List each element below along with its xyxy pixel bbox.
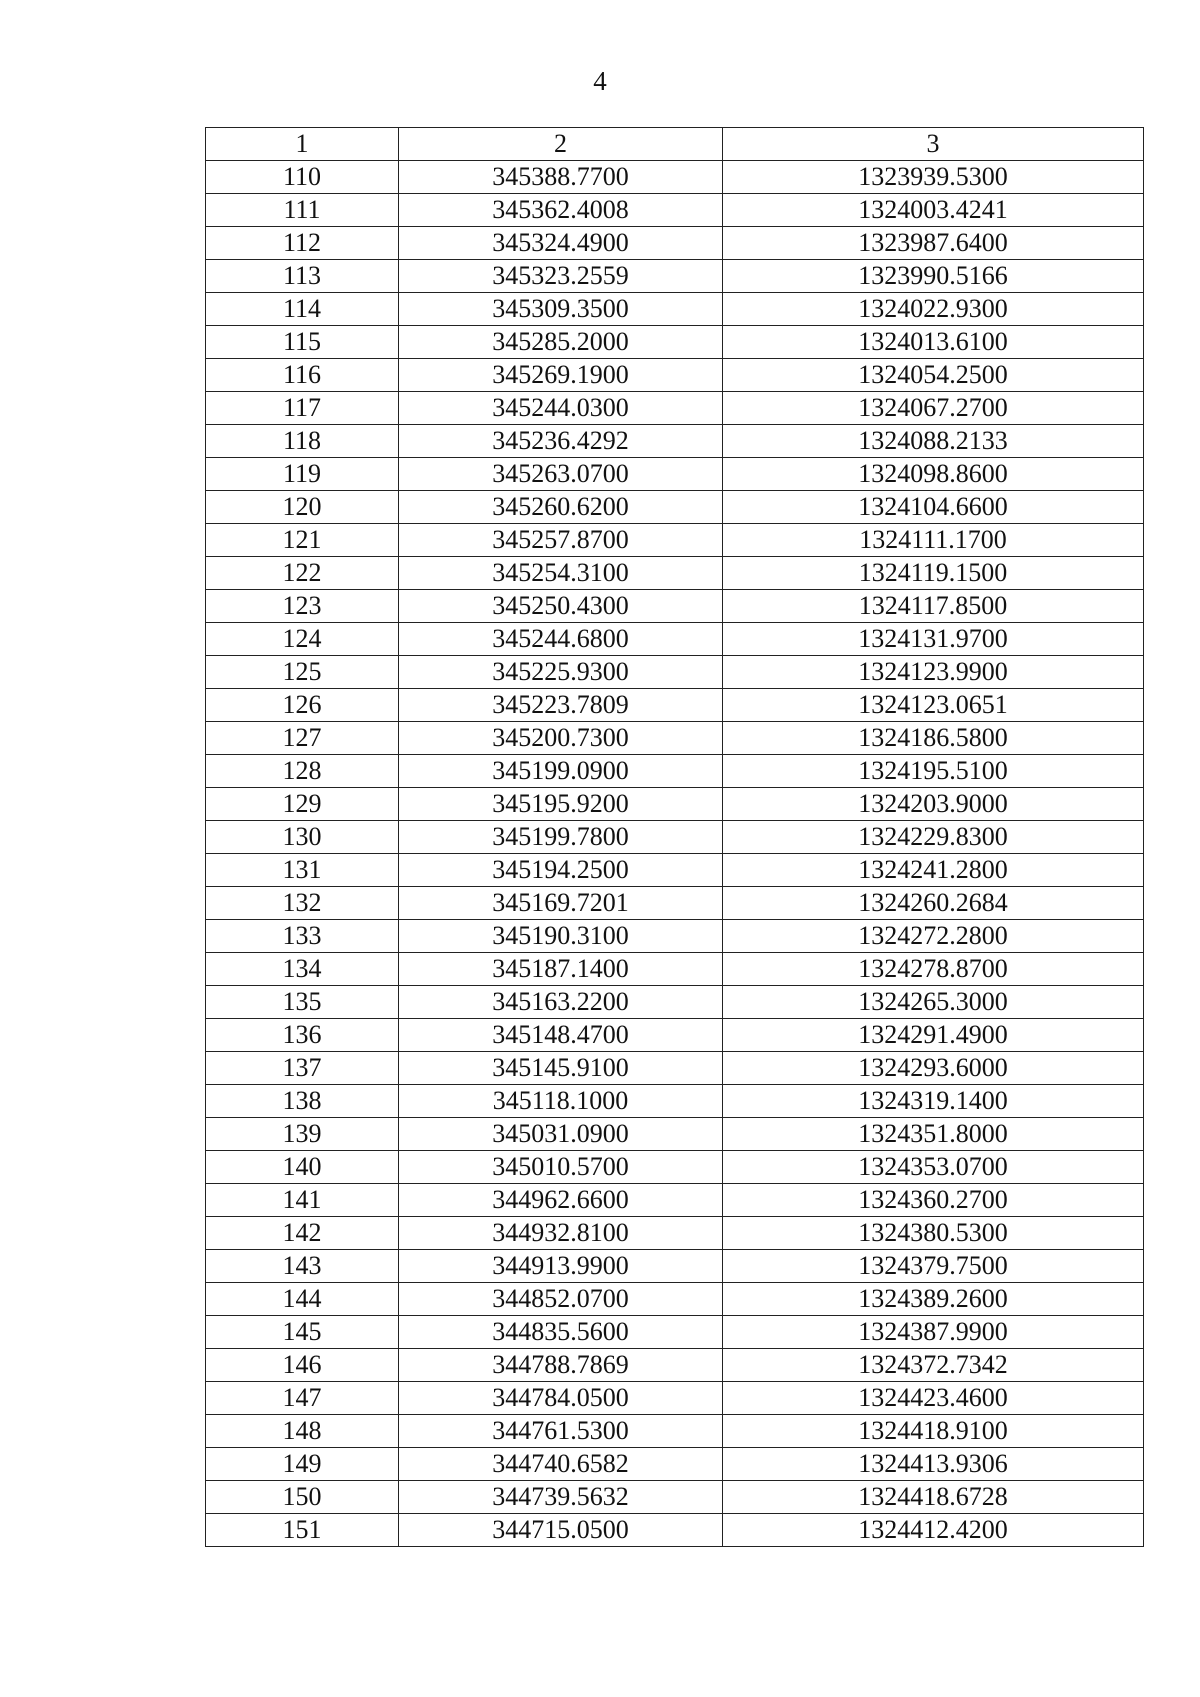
coordinate-x-cell: 345187.1400	[399, 953, 723, 986]
coordinate-y-cell: 1324265.3000	[723, 986, 1144, 1019]
coordinate-y-cell: 1324291.4900	[723, 1019, 1144, 1052]
point-number-cell: 123	[206, 590, 399, 623]
coordinate-y-cell: 1324272.2800	[723, 920, 1144, 953]
point-number-cell: 119	[206, 458, 399, 491]
point-number-cell: 134	[206, 953, 399, 986]
point-number-cell: 114	[206, 293, 399, 326]
coordinate-x-cell: 344715.0500	[399, 1514, 723, 1547]
coordinate-x-cell: 345194.2500	[399, 854, 723, 887]
column-header-3: 3	[723, 128, 1144, 161]
coordinate-y-cell: 1324098.8600	[723, 458, 1144, 491]
point-number-cell: 115	[206, 326, 399, 359]
coordinate-y-cell: 1324387.9900	[723, 1316, 1144, 1349]
coordinate-x-cell: 344932.8100	[399, 1217, 723, 1250]
coordinate-y-cell: 1324195.5100	[723, 755, 1144, 788]
coordinate-y-cell: 1324111.1700	[723, 524, 1144, 557]
table-row	[206, 1085, 1144, 1118]
table-row	[206, 524, 1144, 557]
table-header-row	[206, 128, 1144, 161]
point-number-cell: 116	[206, 359, 399, 392]
coordinate-x-cell: 345225.9300	[399, 656, 723, 689]
point-number-cell: 145	[206, 1316, 399, 1349]
coordinate-y-cell: 1324241.2800	[723, 854, 1144, 887]
table-row	[206, 392, 1144, 425]
point-number-cell: 130	[206, 821, 399, 854]
coordinates-table	[205, 127, 1144, 1547]
coordinate-x-cell: 345199.7800	[399, 821, 723, 854]
coordinate-y-cell: 1324003.4241	[723, 194, 1144, 227]
coordinate-y-cell: 1324022.9300	[723, 293, 1144, 326]
table-row	[206, 788, 1144, 821]
table-row	[206, 293, 1144, 326]
table-row	[206, 1217, 1144, 1250]
table-row	[206, 425, 1144, 458]
coordinate-y-cell: 1324418.9100	[723, 1415, 1144, 1448]
point-number-cell: 135	[206, 986, 399, 1019]
point-number-cell: 132	[206, 887, 399, 920]
coordinate-x-cell: 345285.2000	[399, 326, 723, 359]
table-row	[206, 1349, 1144, 1382]
page-number: 4	[593, 66, 607, 96]
table-row	[206, 458, 1144, 491]
coordinate-y-cell: 1324412.4200	[723, 1514, 1144, 1547]
coordinate-y-cell: 1324379.7500	[723, 1250, 1144, 1283]
coordinate-y-cell: 1324067.2700	[723, 392, 1144, 425]
table-row	[206, 1415, 1144, 1448]
coordinate-y-cell: 1324360.2700	[723, 1184, 1144, 1217]
table-row	[206, 359, 1144, 392]
table-row	[206, 491, 1144, 524]
point-number-cell: 112	[206, 227, 399, 260]
point-number-cell: 150	[206, 1481, 399, 1514]
point-number-cell: 144	[206, 1283, 399, 1316]
coordinate-y-cell: 1324353.0700	[723, 1151, 1144, 1184]
table-row	[206, 1250, 1144, 1283]
point-number-cell: 120	[206, 491, 399, 524]
coordinate-x-cell: 345257.8700	[399, 524, 723, 557]
coordinate-x-cell: 345236.4292	[399, 425, 723, 458]
table-row	[206, 1514, 1144, 1547]
coordinate-y-cell: 1324351.8000	[723, 1118, 1144, 1151]
table-row	[206, 1052, 1144, 1085]
coordinate-y-cell: 1324372.7342	[723, 1349, 1144, 1382]
coordinate-y-cell: 1324117.8500	[723, 590, 1144, 623]
coordinate-x-cell: 345163.2200	[399, 986, 723, 1019]
coordinate-x-cell: 345244.6800	[399, 623, 723, 656]
point-number-cell: 118	[206, 425, 399, 458]
coordinate-y-cell: 1324293.6000	[723, 1052, 1144, 1085]
point-number-cell: 136	[206, 1019, 399, 1052]
point-number-cell: 128	[206, 755, 399, 788]
coordinate-x-cell: 344835.5600	[399, 1316, 723, 1349]
coordinate-x-cell: 344761.5300	[399, 1415, 723, 1448]
point-number-cell: 138	[206, 1085, 399, 1118]
table-row	[206, 854, 1144, 887]
table-row	[206, 1283, 1144, 1316]
coordinate-y-cell: 1324119.1500	[723, 557, 1144, 590]
table-row	[206, 887, 1144, 920]
coordinate-y-cell: 1324278.8700	[723, 953, 1144, 986]
point-number-cell: 121	[206, 524, 399, 557]
coordinate-x-cell: 345118.1000	[399, 1085, 723, 1118]
coordinate-x-cell: 344784.0500	[399, 1382, 723, 1415]
coordinate-x-cell: 344739.5632	[399, 1481, 723, 1514]
coordinate-y-cell: 1324013.6100	[723, 326, 1144, 359]
table-row	[206, 1316, 1144, 1349]
coordinate-x-cell: 344852.0700	[399, 1283, 723, 1316]
column-header-1: 1	[206, 128, 399, 161]
coordinate-y-cell: 1324380.5300	[723, 1217, 1144, 1250]
coordinate-x-cell: 345145.9100	[399, 1052, 723, 1085]
point-number-cell: 143	[206, 1250, 399, 1283]
table-row	[206, 1382, 1144, 1415]
coordinate-x-cell: 344913.9900	[399, 1250, 723, 1283]
table-row	[206, 194, 1144, 227]
point-number-cell: 133	[206, 920, 399, 953]
point-number-cell: 131	[206, 854, 399, 887]
table-row	[206, 1481, 1144, 1514]
coordinate-y-cell: 1323990.5166	[723, 260, 1144, 293]
table-row	[206, 1448, 1144, 1481]
point-number-cell: 129	[206, 788, 399, 821]
coordinate-y-cell: 1324104.6600	[723, 491, 1144, 524]
point-number-cell: 137	[206, 1052, 399, 1085]
table-row	[206, 557, 1144, 590]
coordinate-x-cell: 344740.6582	[399, 1448, 723, 1481]
coordinate-y-cell: 1324123.0651	[723, 689, 1144, 722]
coordinate-y-cell: 1324131.9700	[723, 623, 1144, 656]
table-row	[206, 986, 1144, 1019]
table-row	[206, 722, 1144, 755]
point-number-cell: 126	[206, 689, 399, 722]
table-row	[206, 920, 1144, 953]
coordinate-y-cell: 1324418.6728	[723, 1481, 1144, 1514]
coordinate-x-cell: 345199.0900	[399, 755, 723, 788]
coordinate-x-cell: 345269.1900	[399, 359, 723, 392]
point-number-cell: 111	[206, 194, 399, 227]
coordinate-x-cell: 345324.4900	[399, 227, 723, 260]
coordinate-y-cell: 1324054.2500	[723, 359, 1144, 392]
coordinate-x-cell: 345362.4008	[399, 194, 723, 227]
table-row	[206, 227, 1144, 260]
point-number-cell: 151	[206, 1514, 399, 1547]
point-number-cell: 148	[206, 1415, 399, 1448]
point-number-cell: 139	[206, 1118, 399, 1151]
table-row	[206, 260, 1144, 293]
point-number-cell: 141	[206, 1184, 399, 1217]
coordinate-x-cell: 345309.3500	[399, 293, 723, 326]
coordinate-y-cell: 1324088.2133	[723, 425, 1144, 458]
coordinate-x-cell: 345260.6200	[399, 491, 723, 524]
coordinate-x-cell: 345195.9200	[399, 788, 723, 821]
point-number-cell: 125	[206, 656, 399, 689]
coordinate-y-cell: 1323939.5300	[723, 161, 1144, 194]
column-header-2: 2	[399, 128, 723, 161]
table-row	[206, 326, 1144, 359]
table-row	[206, 953, 1144, 986]
point-number-cell: 142	[206, 1217, 399, 1250]
coordinate-x-cell: 345250.4300	[399, 590, 723, 623]
table-row	[206, 590, 1144, 623]
coordinate-x-cell: 344962.6600	[399, 1184, 723, 1217]
point-number-cell: 146	[206, 1349, 399, 1382]
table-row	[206, 1151, 1144, 1184]
table-body	[206, 161, 1144, 1547]
coordinate-y-cell: 1324319.1400	[723, 1085, 1144, 1118]
coordinate-y-cell: 1324389.2600	[723, 1283, 1144, 1316]
table-row	[206, 656, 1144, 689]
coordinate-x-cell: 344788.7869	[399, 1349, 723, 1382]
coordinate-x-cell: 345010.5700	[399, 1151, 723, 1184]
coordinate-x-cell: 345223.7809	[399, 689, 723, 722]
table-row	[206, 1184, 1144, 1217]
coordinate-x-cell: 345388.7700	[399, 161, 723, 194]
coordinate-x-cell: 345169.7201	[399, 887, 723, 920]
table-row	[206, 623, 1144, 656]
table-row	[206, 755, 1144, 788]
point-number-cell: 113	[206, 260, 399, 293]
coordinate-y-cell: 1324229.8300	[723, 821, 1144, 854]
table-row	[206, 161, 1144, 194]
point-number-cell: 124	[206, 623, 399, 656]
table-row	[206, 821, 1144, 854]
point-number-cell: 127	[206, 722, 399, 755]
coordinate-x-cell: 345263.0700	[399, 458, 723, 491]
coordinate-x-cell: 345244.0300	[399, 392, 723, 425]
point-number-cell: 140	[206, 1151, 399, 1184]
coordinate-y-cell: 1324423.4600	[723, 1382, 1144, 1415]
coordinate-y-cell: 1324260.2684	[723, 887, 1144, 920]
point-number-cell: 117	[206, 392, 399, 425]
coordinate-x-cell: 345323.2559	[399, 260, 723, 293]
coordinate-y-cell: 1324186.5800	[723, 722, 1144, 755]
coordinate-y-cell: 1324123.9900	[723, 656, 1144, 689]
table-row	[206, 1019, 1144, 1052]
coordinate-x-cell: 345190.3100	[399, 920, 723, 953]
coordinate-x-cell: 345200.7300	[399, 722, 723, 755]
table-row	[206, 1118, 1144, 1151]
coordinate-y-cell: 1323987.6400	[723, 227, 1144, 260]
point-number-cell: 122	[206, 557, 399, 590]
coordinate-x-cell: 345031.0900	[399, 1118, 723, 1151]
point-number-cell: 110	[206, 161, 399, 194]
coordinate-x-cell: 345254.3100	[399, 557, 723, 590]
table-row	[206, 689, 1144, 722]
point-number-cell: 149	[206, 1448, 399, 1481]
coordinate-x-cell: 345148.4700	[399, 1019, 723, 1052]
point-number-cell: 147	[206, 1382, 399, 1415]
coordinate-y-cell: 1324413.9306	[723, 1448, 1144, 1481]
coordinate-y-cell: 1324203.9000	[723, 788, 1144, 821]
